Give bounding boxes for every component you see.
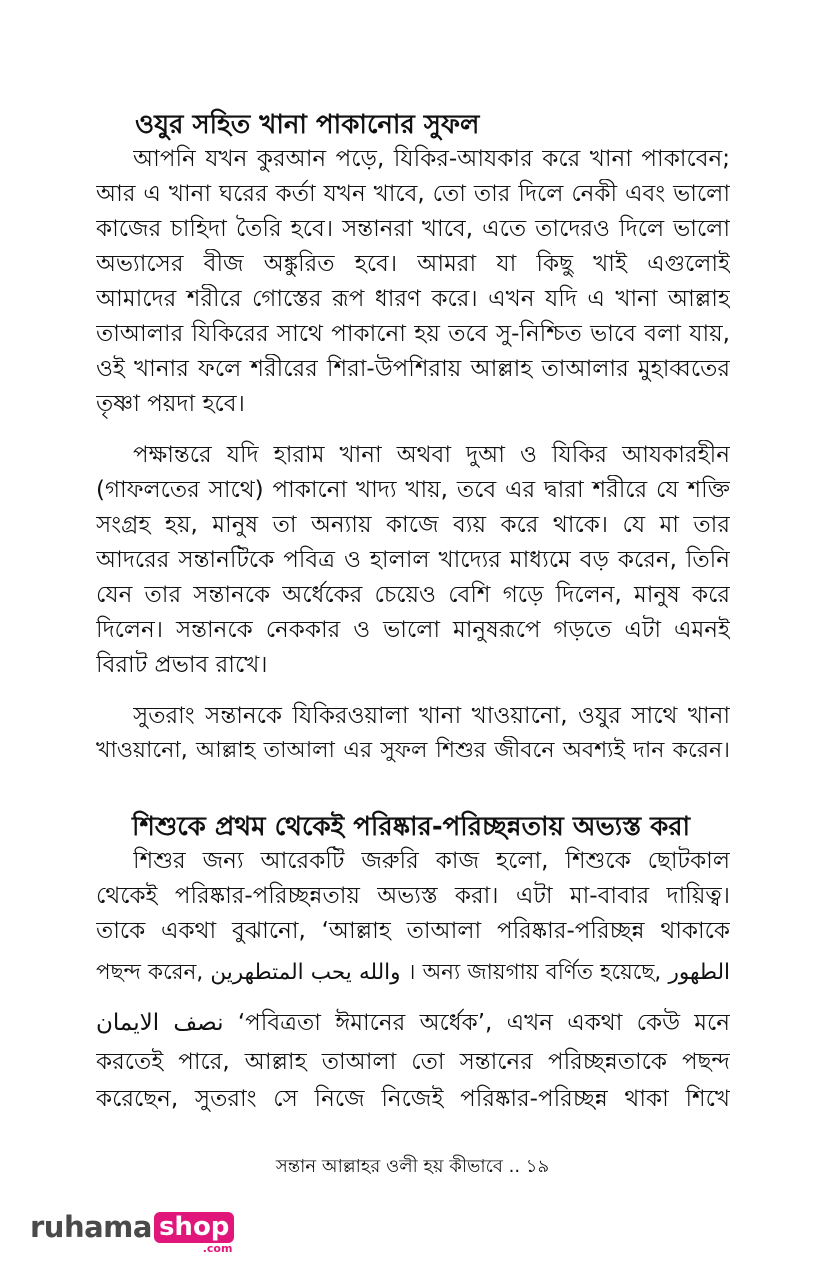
paragraph-line: আপনি যখন কুরআন পড়ে, যিকির-আযকার করে খানা পাকাবেন;: [133, 146, 730, 172]
paragraph-line: দিলেন। সন্তানকে নেককার ও ভালো মানুষরূপে গড়তে এটা এমনই: [96, 617, 730, 643]
running-footer: সন্তান আল্লাহর ওলী হয় কীভাবে .. ১৯: [275, 1156, 550, 1177]
paragraph-line: বিরাট প্রভাব রাখে।: [96, 652, 268, 678]
logo-badge: [154, 1212, 234, 1255]
paragraph-line: অভ্যাসের বীজ অঙ্কুরিত হবে। আমরা যা কিছু খাই এগুলোই: [96, 251, 730, 277]
paragraph-line: ওই খানার ফলে শরীরের শিরা-উপশিরায় আল্লাহ তাআলার মুহাব্বতের: [96, 356, 730, 382]
paragraph-line: খাওয়ানো, আল্লাহ তাআলা এর সুফল শিশুর জীবনে অবশ্যই দান করেন।: [96, 738, 730, 763]
paragraph-line: আমাদের শরীরে গোস্তের রূপ ধারণ করে। এখন যদি এ খানা আল্লাহ: [96, 286, 730, 312]
paragraph-line: পক্ষান্তরে যদি হারাম খানা অথবা দুআ ও যিকির আযকারহীন: [133, 442, 730, 468]
paragraph-line-with-arabic: نصف الايمان ‘পবিত্রতা ঈমানের অর্ধেক’, এখন একথা কেউ মনে: [96, 1010, 730, 1036]
logo-wordmark: ruhama: [30, 1210, 152, 1244]
paragraph-line: কাজের চাহিদা তৈরি হবে। সন্তানরা খাবে, এতে তাদেরও দিলে ভালো: [96, 216, 730, 242]
logo-domain: .com: [202, 1242, 233, 1255]
paragraph-line: তৃষ্ণা পয়দা হবে।: [96, 391, 245, 417]
section-heading-cleanliness: শিশুকে প্রথম থেকেই পরিষ্কার-পরিচ্ছন্নতায় অভ্যস্ত করা: [132, 812, 691, 842]
ruhamashop-logo: [30, 1210, 234, 1255]
section-heading-wudu-cooking: ওযুর সহিত খানা পাকানোর সুফল: [135, 110, 480, 140]
paragraph-line: যেন তার সন্তানকে অর্ধেকের চেয়েও বেশি গড়ে দিলেন, মানুষ করে: [96, 582, 730, 608]
paragraph-line: থেকেই পরিষ্কার-পরিচ্ছন্নতায় অভ্যস্ত করা। এটা মা-বাবার দায়িত্ব।: [96, 883, 730, 909]
logo-badge-text: shop: [158, 1212, 230, 1242]
paragraph-line: আদরের সন্তানটিকে পবিত্র ও হালাল খাদ্যের মাধ্যমে বড় করেন, তিনি: [96, 547, 730, 573]
paragraph-line: আর এ খানা ঘরের কর্তা যখন খাবে, তো তার দিলে নেকী এবং ভালো: [96, 181, 730, 207]
paragraph-line: (গাফলতের সাথে) পাকানো খাদ্য খায়, তবে এর দ্বারা শরীরে যে শক্তি: [96, 477, 730, 503]
paragraph-line: শিশুর জন্য আরেকটি জরুরি কাজ হলো, শিশুকে ছোটকাল: [133, 848, 730, 874]
paragraph-line: করতেই পারে, আল্লাহ তাআলা তো সন্তানের পরিচ্ছন্নতাকে পছন্দ: [96, 1049, 730, 1075]
paragraph-line: তাকে একথা বুঝানো, ‘আল্লাহ তাআলা পরিষ্কার-পরিচ্ছন্ন থাকাকে: [96, 918, 730, 944]
paragraph-line-with-arabic: পছন্দ করেন, والله يحب المتطهرين । অন্য জায়গায় বর্ণিত হয়েছে, الطهور: [96, 960, 730, 985]
paragraph-line: তাআলার যিকিরের সাথে পাকানো হয় তবে সু-নিশ্চিত ভাবে বলা যায়,: [96, 321, 730, 347]
paragraph-line: করেছেন, সুতরাং সে নিজে নিজেই পরিষ্কার-পরিচ্ছন্ন থাকা শিখে: [96, 1086, 730, 1112]
paragraph-line: সংগ্রহ হয়, মানুষ তা অন্যায় কাজে ব্যয় করে থাকে। যে মা তার: [96, 512, 730, 538]
paragraph-line: সুতরাং সন্তানকে যিকিরওয়ালা খানা খাওয়ানো, ওযুর সাথে খানা: [133, 703, 730, 729]
